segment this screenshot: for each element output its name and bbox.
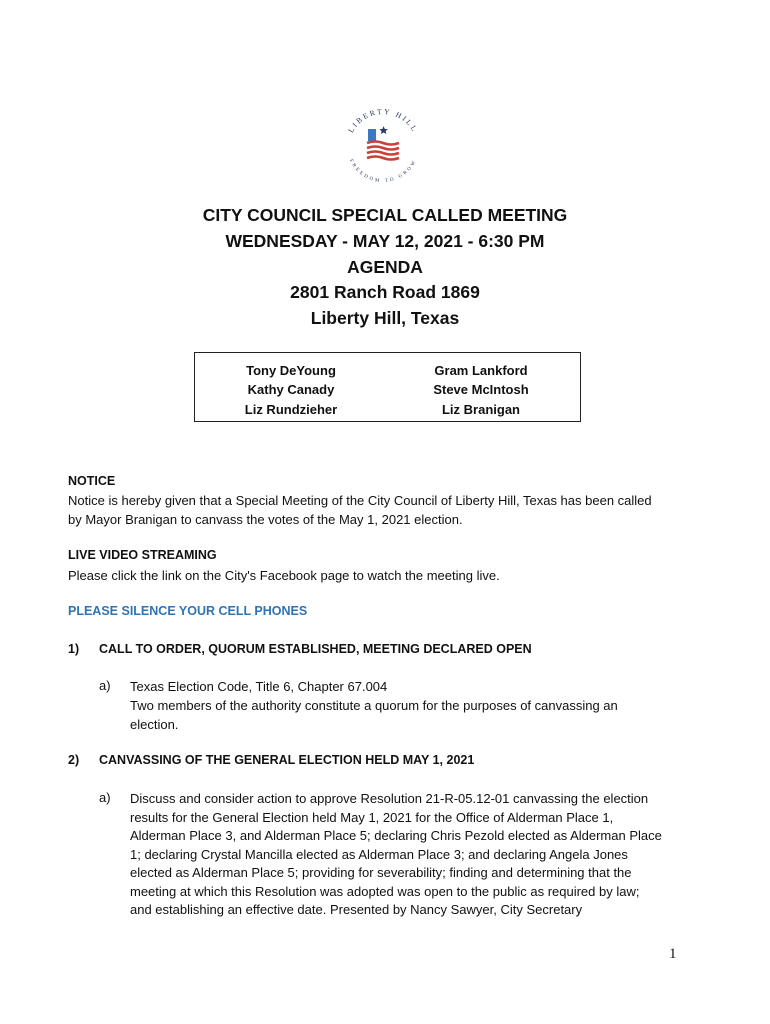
liberty-hill-logo [335,96,431,192]
logo-text-bottom: FREEDOM TO GROW [347,158,419,185]
item-number: 1) [68,642,80,656]
notice-text-line: Notice is hereby given that a Special Meeting of the City Council of Liberty Hill, Texas has been called [68,493,652,508]
sub-item-line: Discuss and consider action to approve Resolution 21-R-05.12-01 canvassing the election [130,791,649,806]
meeting-date: WEDNESDAY - MAY 12, 2021 - 6:30 PM [225,230,545,251]
sub-item-line: election. [130,717,179,732]
svg-text:FREEDOM TO GROW [348,159,418,185]
item-title: CANVASSING OF THE GENERAL ELECTION HELD MAY 1, 2021 [99,753,475,767]
meeting-address: 2801 Ranch Road 1869 [290,282,480,303]
council-member: Liz Branigan [441,401,520,417]
streaming-heading: LIVE VIDEO STREAMING [68,548,217,562]
notice-text-line: by Mayor Branigan to canvass the votes of the May 1, 2021 election. [68,512,463,527]
sub-item-line: meeting at which this Resolution was adopted was open to the public as required by law; [130,884,640,899]
council-column-right [391,361,571,419]
sub-item-letter: a) [99,790,111,805]
meeting-title: CITY COUNCIL SPECIAL CALLED MEETING [202,205,568,225]
council-members-box [194,352,581,422]
meeting-city: Liberty Hill, Texas [310,308,460,329]
meeting-title-block [0,203,770,332]
council-column-left [201,361,381,419]
council-member: Gram Lankford [434,363,528,378]
sub-item-line: 1; declaring Crystal Mancilla elected as Alderman Place 3; and declaring Angela Jones [130,847,628,862]
council-member: Tony DeYoung [246,363,336,378]
council-member: Liz Rundzieher [244,401,338,417]
sub-item-line: Texas Election Code, Title 6, Chapter 67.004 [130,679,388,694]
notice-heading: NOTICE [68,474,116,488]
sub-item-line: results for the General Election held May 1, 2021 for the Office of Alderman Place 1, [130,810,614,825]
sub-item-letter: a) [99,678,111,693]
sub-item-line: Alderman Place 3, and Alderman Place 5; declaring Chris Pezold elected as Alderman Place [130,828,662,843]
page-number: 1 [669,946,677,962]
sub-item-line: elected as Alderman Place 5; providing for severability; finding and determining that the [130,865,632,880]
silence-phones-notice: PLEASE SILENCE YOUR CELL PHONES [68,604,308,618]
item-number: 2) [68,753,80,767]
logo-text-top: LIBERTY HILL [346,106,420,135]
sub-item-line: Two members of the authority constitute a quorum for the purposes of canvassing an [130,698,618,713]
streaming-text: Please click the link on the City's Facebook page to watch the meeting live. [68,568,500,583]
council-member: Kathy Canady [247,382,335,398]
council-member: Steve McIntosh [433,382,529,398]
sub-item-line: and establishing an effective date. Presented by Nancy Sawyer, City Secretary [130,902,583,917]
agenda-heading: AGENDA [347,256,423,277]
item-title: CALL TO ORDER, QUORUM ESTABLISHED, MEETING DECLARED OPEN [99,642,532,656]
